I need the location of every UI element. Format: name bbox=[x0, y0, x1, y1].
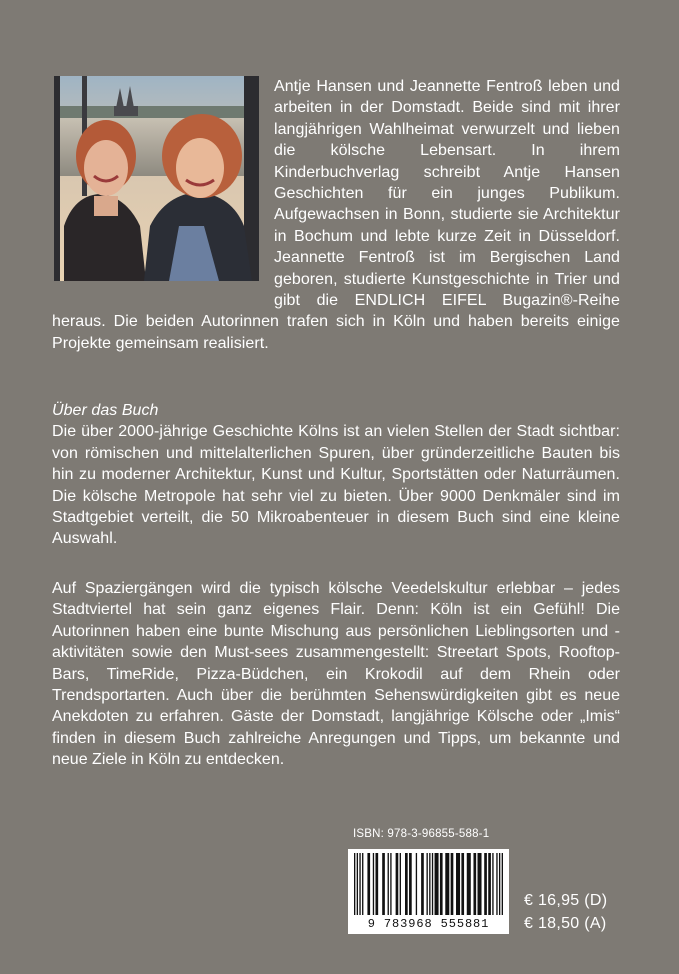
barcode-bar bbox=[488, 853, 491, 915]
barcode-bar bbox=[400, 853, 401, 915]
barcode-bar bbox=[461, 853, 464, 915]
barcode-bar bbox=[435, 853, 439, 915]
barcode-bar bbox=[429, 853, 430, 915]
barcode-bar bbox=[416, 853, 417, 915]
barcode-bar bbox=[473, 853, 476, 915]
barcode-bar bbox=[354, 853, 355, 915]
photo-text-wrap bbox=[52, 76, 274, 308]
barcode-bar bbox=[409, 853, 412, 915]
barcode-bar bbox=[451, 853, 454, 915]
barcode-bar bbox=[492, 853, 493, 915]
barcode-bar bbox=[426, 853, 427, 915]
barcode-bar bbox=[456, 853, 460, 915]
barcode-bars bbox=[348, 849, 509, 917]
about-book-paragraph-1: Die über 2000-jährige Geschichte Kölns ist an vielen Stellen der Stadt sichtbar: von römischen und mittelalterlichen Spuren, über gründerzeitliche Bauten bis hin zu moderner Architektur, Kunst und Kultur, Sportstätten oder Naturräumen. Die kölsche Metropole hat sehr viel zu bieten. Über 9000 Denkmäler sind im Stadtgebiet verteilt, die 50 Mikroabenteuer in diesem Buch sind eine kleine Auswahl. bbox=[52, 423, 620, 548]
price-austria: € 18,50 (A) bbox=[524, 915, 607, 932]
barcode-bar bbox=[421, 853, 424, 915]
barcode-bar bbox=[440, 853, 443, 915]
barcode-bar bbox=[405, 853, 408, 915]
barcode-bar bbox=[388, 853, 389, 915]
barcode-digits: 9 783968 555881 bbox=[367, 917, 490, 931]
barcode-bar bbox=[484, 853, 487, 915]
barcode-bar bbox=[367, 853, 370, 915]
barcode-bar bbox=[467, 853, 471, 915]
isbn-label: ISBN: 978-3-96855-588-1 bbox=[353, 828, 490, 840]
barcode-bar bbox=[362, 853, 363, 915]
barcode-bar bbox=[375, 853, 378, 915]
author-bio bbox=[52, 76, 620, 354]
barcode-bar bbox=[373, 853, 374, 915]
barcode-bar bbox=[445, 853, 449, 915]
barcode-bar bbox=[496, 853, 497, 915]
barcode-bar bbox=[390, 853, 391, 915]
barcode-bar bbox=[359, 853, 360, 915]
barcode-bar bbox=[432, 853, 433, 915]
barcode-bar bbox=[396, 853, 399, 915]
price-germany: € 16,95 (D) bbox=[524, 892, 608, 909]
barcode-bar bbox=[499, 853, 500, 915]
isbn-barcode bbox=[348, 849, 509, 934]
barcode-bar bbox=[478, 853, 482, 915]
barcode-bar bbox=[382, 853, 385, 915]
about-book-heading: Über das Buch bbox=[52, 402, 159, 419]
author-bio-text: Antje Hansen und Jeannette Fentroß leben und arbeiten in der Domstadt. Beide sind mit ihrer langjährigen Wahlheimat verwurzelt und lieben die kölsche Lebensart. In ihrem Kinderbuchverlag schreibt Antje Hansen Geschichten für ein junges Publikum. Aufgewachsen in Bonn, studierte sie Architektur in Bochum und lebte kurze Zeit in Düsseldorf. Jeannette Fentroß ist im Bergischen Land geboren, studierte Kunstgeschichte in Trier und gibt die ENDLICH EIFEL Bugazin®-Reihe heraus. Die beiden Autorinnen trafen sich in Köln und haben bereits einige Projekte gemeinsam realisiert. bbox=[52, 78, 620, 352]
about-book-section bbox=[52, 400, 620, 550]
about-book-paragraph-2: Auf Spaziergängen wird die typisch kölsche Veedelskultur erlebbar – jedes Stadtviertel hat sein ganz eigenes Flair. Denn: Köln ist ein Gefühl! Die Autorinnen haben eine bunte Mischung aus persönlichen Lieblingsorten und -aktivitäten sowie den Must-sees zusammengestellt: Streetart Spots, Rooftop-Bars, TimeRide, Pizza-Büdchen, ein Krokodil auf dem Rhein oder Trendsportarten. Auch über die berühmten Sehenswürdigkeiten gibt es neue Anekdoten zu erfahren. Gäste der Domstadt, langjährige Kölsche oder „Imis“ finden in diesem Buch zahlreiche Anregungen und Tipps, um bekannte und neue Ziele in Köln zu entdecken. bbox=[52, 580, 620, 769]
barcode-bar bbox=[357, 853, 358, 915]
barcode-bar bbox=[502, 853, 503, 915]
